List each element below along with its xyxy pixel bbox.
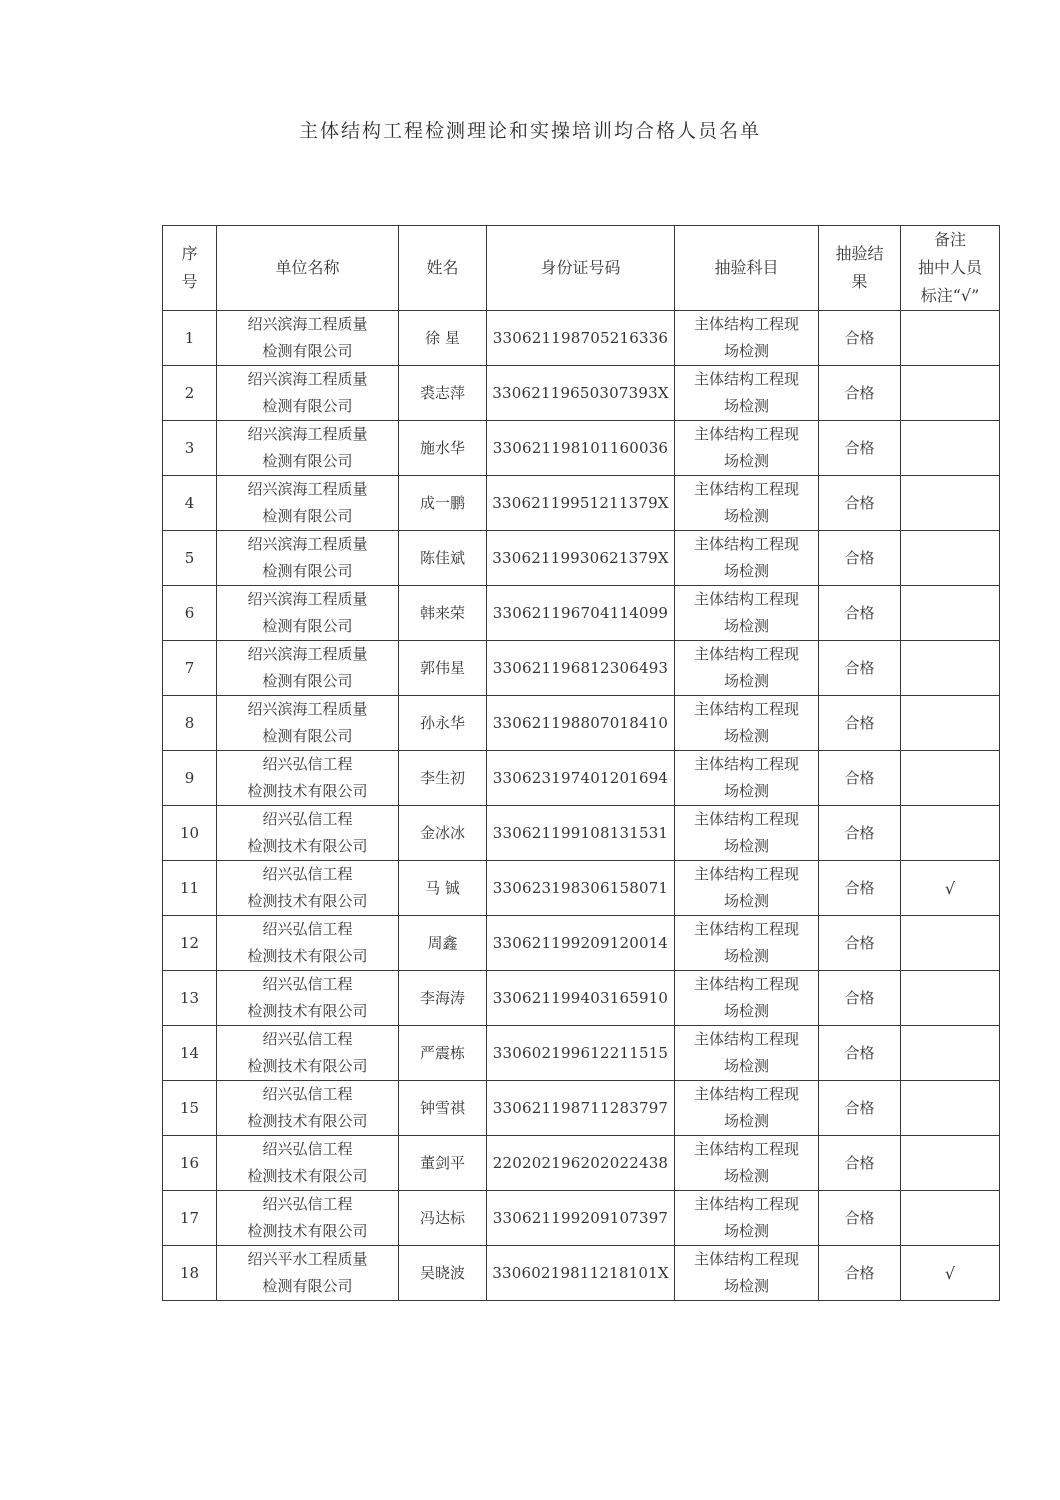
cell-id-number: 330621198705216336 (487, 311, 675, 366)
cell-result: 合格 (819, 916, 901, 971)
cell-seq: 10 (163, 806, 217, 861)
cell-seq: 6 (163, 586, 217, 641)
cell-name: 施水华 (399, 421, 487, 476)
cell-subject: 主体结构工程现 场检测 (675, 476, 819, 531)
table-row (163, 1246, 1000, 1301)
header-name: 姓名 (399, 226, 487, 311)
cell-name: 金冰冰 (399, 806, 487, 861)
table-row (163, 586, 1000, 641)
table-row (163, 311, 1000, 366)
cell-org: 绍兴滨海工程质量 检测有限公司 (217, 641, 399, 696)
cell-id-number: 330621198101160036 (487, 421, 675, 476)
table-row (163, 1191, 1000, 1246)
table-row (163, 971, 1000, 1026)
cell-subject: 主体结构工程现 场检测 (675, 806, 819, 861)
table-row (163, 1136, 1000, 1191)
cell-org: 绍兴弘信工程 检测技术有限公司 (217, 916, 399, 971)
cell-id-number: 330623198306158071 (487, 861, 675, 916)
header-subject: 抽验科目 (675, 226, 819, 311)
table-row (163, 421, 1000, 476)
cell-note (901, 311, 1000, 366)
cell-result: 合格 (819, 806, 901, 861)
cell-result: 合格 (819, 641, 901, 696)
cell-note (901, 366, 1000, 421)
header-result: 抽验结 果 (819, 226, 901, 311)
cell-org: 绍兴弘信工程 检测技术有限公司 (217, 1191, 399, 1246)
cell-id-number: 330621199403165910 (487, 971, 675, 1026)
table-row (163, 806, 1000, 861)
cell-org: 绍兴滨海工程质量 检测有限公司 (217, 586, 399, 641)
cell-name: 李海涛 (399, 971, 487, 1026)
cell-seq: 18 (163, 1246, 217, 1301)
header-note: 备注 抽中人员 标注“√” (901, 226, 1000, 311)
cell-seq: 7 (163, 641, 217, 696)
table-row (163, 1081, 1000, 1136)
cell-seq: 15 (163, 1081, 217, 1136)
cell-subject: 主体结构工程现 场检测 (675, 421, 819, 476)
cell-id-number: 330621199209120014 (487, 916, 675, 971)
cell-id-number: 33062119951211379X (487, 476, 675, 531)
table-row (163, 861, 1000, 916)
header-id: 身份证号码 (487, 226, 675, 311)
cell-note (901, 696, 1000, 751)
cell-id-number: 330621196812306493 (487, 641, 675, 696)
cell-seq: 8 (163, 696, 217, 751)
cell-note (901, 1191, 1000, 1246)
cell-name: 李生初 (399, 751, 487, 806)
cell-name: 吴晓波 (399, 1246, 487, 1301)
table-row (163, 916, 1000, 971)
cell-name: 成一鹏 (399, 476, 487, 531)
cell-id-number: 330621198807018410 (487, 696, 675, 751)
cell-note (901, 1026, 1000, 1081)
cell-org: 绍兴滨海工程质量 检测有限公司 (217, 696, 399, 751)
cell-name: 裘志萍 (399, 366, 487, 421)
cell-note (901, 971, 1000, 1026)
table-header-row (163, 226, 1000, 311)
cell-subject: 主体结构工程现 场检测 (675, 366, 819, 421)
document-title: 主体结构工程检测理论和实操培训均合格人员名单 (298, 120, 761, 142)
cell-org: 绍兴滨海工程质量 检测有限公司 (217, 366, 399, 421)
cell-result: 合格 (819, 421, 901, 476)
cell-id-number: 33062119930621379X (487, 531, 675, 586)
table-row (163, 366, 1000, 421)
cell-name: 严震栋 (399, 1026, 487, 1081)
cell-org: 绍兴弘信工程 检测技术有限公司 (217, 971, 399, 1026)
cell-org: 绍兴滨海工程质量 检测有限公司 (217, 531, 399, 586)
header-seq: 序 号 (163, 226, 217, 311)
cell-note (901, 586, 1000, 641)
cell-subject: 主体结构工程现 场检测 (675, 1136, 819, 1191)
cell-note (901, 641, 1000, 696)
cell-seq: 1 (163, 311, 217, 366)
cell-seq: 12 (163, 916, 217, 971)
cell-note (901, 806, 1000, 861)
cell-subject: 主体结构工程现 场检测 (675, 861, 819, 916)
cell-result: 合格 (819, 531, 901, 586)
cell-note (901, 476, 1000, 531)
cell-name: 钟雪祺 (399, 1081, 487, 1136)
cell-id-number: 220202196202022438 (487, 1136, 675, 1191)
cell-org: 绍兴平水工程质量 检测有限公司 (217, 1246, 399, 1301)
cell-note (901, 1136, 1000, 1191)
cell-seq: 16 (163, 1136, 217, 1191)
cell-name: 周鑫 (399, 916, 487, 971)
cell-subject: 主体结构工程现 场检测 (675, 1026, 819, 1081)
cell-name: 徐 星 (399, 311, 487, 366)
cell-result: 合格 (819, 751, 901, 806)
qualified-personnel-table (162, 225, 1000, 1301)
cell-seq: 9 (163, 751, 217, 806)
cell-seq: 2 (163, 366, 217, 421)
cell-name: 陈佳斌 (399, 531, 487, 586)
cell-subject: 主体结构工程现 场检测 (675, 916, 819, 971)
cell-note (901, 1081, 1000, 1136)
table-row (163, 751, 1000, 806)
table-body (163, 311, 1000, 1301)
cell-id-number: 330621198711283797 (487, 1081, 675, 1136)
cell-note (901, 916, 1000, 971)
cell-name: 孙永华 (399, 696, 487, 751)
cell-seq: 3 (163, 421, 217, 476)
cell-org: 绍兴弘信工程 检测技术有限公司 (217, 1026, 399, 1081)
cell-subject: 主体结构工程现 场检测 (675, 531, 819, 586)
cell-subject: 主体结构工程现 场检测 (675, 971, 819, 1026)
cell-org: 绍兴弘信工程 检测技术有限公司 (217, 1081, 399, 1136)
cell-result: 合格 (819, 696, 901, 751)
cell-name: 韩来荣 (399, 586, 487, 641)
cell-seq: 14 (163, 1026, 217, 1081)
cell-name: 冯达标 (399, 1191, 487, 1246)
cell-note (901, 421, 1000, 476)
cell-seq: 17 (163, 1191, 217, 1246)
header-org: 单位名称 (217, 226, 399, 311)
cell-seq: 4 (163, 476, 217, 531)
table-row (163, 476, 1000, 531)
cell-result: 合格 (819, 1191, 901, 1246)
cell-result: 合格 (819, 586, 901, 641)
cell-subject: 主体结构工程现 场检测 (675, 696, 819, 751)
cell-result: 合格 (819, 311, 901, 366)
cell-result: 合格 (819, 1246, 901, 1301)
cell-org: 绍兴弘信工程 检测技术有限公司 (217, 1136, 399, 1191)
cell-seq: 11 (163, 861, 217, 916)
cell-result: 合格 (819, 476, 901, 531)
cell-id-number: 330621199108131531 (487, 806, 675, 861)
cell-result: 合格 (819, 861, 901, 916)
cell-org: 绍兴弘信工程 检测技术有限公司 (217, 751, 399, 806)
cell-subject: 主体结构工程现 场检测 (675, 1081, 819, 1136)
cell-note (901, 531, 1000, 586)
cell-result: 合格 (819, 1026, 901, 1081)
cell-seq: 13 (163, 971, 217, 1026)
cell-subject: 主体结构工程现 场检测 (675, 586, 819, 641)
table-row (163, 641, 1000, 696)
cell-result: 合格 (819, 366, 901, 421)
cell-id-number: 330623197401201694 (487, 751, 675, 806)
cell-name: 董剑平 (399, 1136, 487, 1191)
cell-org: 绍兴弘信工程 检测技术有限公司 (217, 806, 399, 861)
table-row (163, 696, 1000, 751)
cell-subject: 主体结构工程现 场检测 (675, 311, 819, 366)
cell-result: 合格 (819, 971, 901, 1026)
cell-name: 马 铖 (399, 861, 487, 916)
cell-id-number: 330621199209107397 (487, 1191, 675, 1246)
table-row (163, 531, 1000, 586)
cell-org: 绍兴滨海工程质量 检测有限公司 (217, 311, 399, 366)
cell-note: √ (901, 861, 1000, 916)
cell-result: 合格 (819, 1136, 901, 1191)
cell-id-number: 330621196704114099 (487, 586, 675, 641)
cell-org: 绍兴滨海工程质量 检测有限公司 (217, 476, 399, 531)
cell-seq: 5 (163, 531, 217, 586)
cell-id-number: 33062119650307393X (487, 366, 675, 421)
cell-subject: 主体结构工程现 场检测 (675, 1191, 819, 1246)
cell-id-number: 330602199612211515 (487, 1026, 675, 1081)
cell-name: 郭伟星 (399, 641, 487, 696)
cell-subject: 主体结构工程现 场检测 (675, 751, 819, 806)
table-row (163, 1026, 1000, 1081)
cell-org: 绍兴滨海工程质量 检测有限公司 (217, 421, 399, 476)
cell-id-number: 33060219811218101X (487, 1246, 675, 1301)
cell-org: 绍兴弘信工程 检测技术有限公司 (217, 861, 399, 916)
cell-note: √ (901, 1246, 1000, 1301)
cell-result: 合格 (819, 1081, 901, 1136)
cell-subject: 主体结构工程现 场检测 (675, 641, 819, 696)
cell-subject: 主体结构工程现 场检测 (675, 1246, 819, 1301)
cell-note (901, 751, 1000, 806)
